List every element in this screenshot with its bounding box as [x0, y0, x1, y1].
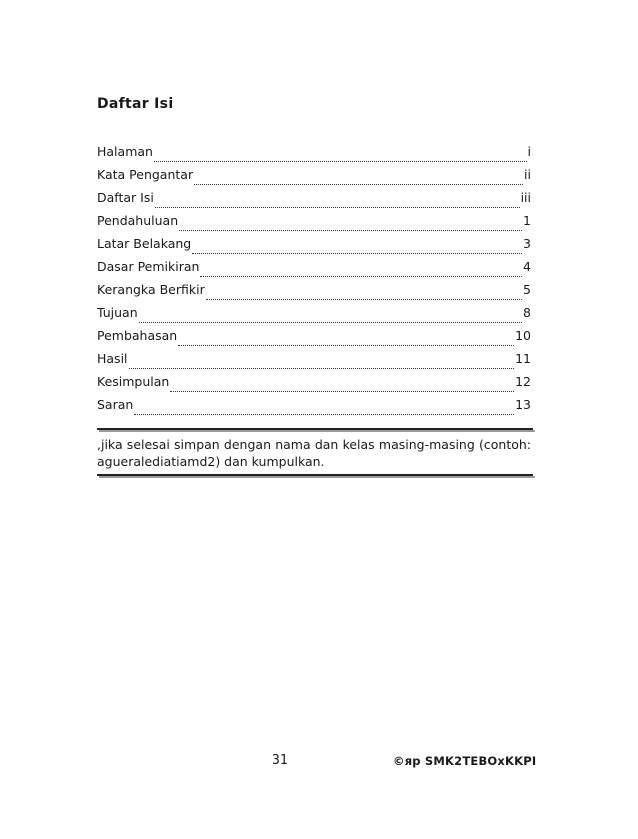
toc-entry	[97, 259, 531, 282]
toc-dot-leader	[154, 160, 527, 162]
toc-entry-page: ii	[524, 167, 531, 182]
toc-dot-leader	[155, 206, 520, 208]
page-number: 31	[272, 753, 288, 768]
toc-entry-page: 5	[523, 282, 531, 297]
toc-entry-page: 1	[523, 213, 531, 228]
toc-entry-label: Dasar Pemikiran	[97, 259, 200, 274]
toc-entry-label: Hasil	[97, 351, 128, 366]
toc-dot-leader	[178, 344, 514, 346]
toc-entry-label: Saran	[97, 397, 134, 412]
note-top-rule	[97, 428, 533, 430]
toc-entry-page: 8	[523, 305, 531, 320]
toc-dot-leader	[179, 229, 522, 231]
page-title: Daftar Isi	[97, 96, 174, 112]
toc-dot-leader	[139, 321, 522, 323]
table-of-contents	[97, 144, 531, 420]
toc-entry	[97, 213, 531, 236]
footer-copyright: ©яр SMK2TEBOxKKPI	[393, 754, 537, 768]
toc-entry	[97, 190, 531, 213]
toc-entry-label: Daftar Isi	[97, 190, 154, 205]
toc-entry	[97, 328, 531, 351]
note-text: ,jika selesai simpan dengan nama dan kelas masing-masing (contoh: agueralediatiamd2) dan kumpulkan.	[97, 437, 531, 469]
toc-dot-leader	[200, 275, 522, 277]
toc-dot-leader	[129, 367, 515, 369]
toc-entry-label: Pendahuluan	[97, 213, 179, 228]
toc-dot-leader	[194, 183, 523, 185]
toc-entry-page: i	[527, 144, 531, 159]
toc-entry	[97, 351, 531, 374]
toc-entry-label: Pembahasan	[97, 328, 178, 343]
toc-entry-label: Latar Belakang	[97, 236, 192, 251]
toc-entry-label: Kerangka Berfikir	[97, 282, 205, 297]
toc-dot-leader	[134, 413, 514, 415]
toc-entry	[97, 167, 531, 190]
toc-entry	[97, 374, 531, 397]
toc-entry	[97, 236, 531, 259]
toc-entry	[97, 144, 531, 167]
toc-entry-page: iii	[520, 190, 531, 205]
toc-entry-label: Tujuan	[97, 305, 138, 320]
toc-entry-label: Kata Pengantar	[97, 167, 194, 182]
note-bottom-rule	[97, 474, 533, 476]
toc-entry	[97, 282, 531, 305]
toc-dot-leader	[170, 390, 514, 392]
toc-entry	[97, 397, 531, 420]
toc-entry-label: Halaman	[97, 144, 153, 159]
toc-entry-page: 13	[515, 397, 531, 412]
instruction-note	[97, 428, 533, 476]
toc-entry-page: 3	[523, 236, 531, 251]
toc-dot-leader	[192, 252, 522, 254]
toc-entry-page: 4	[523, 259, 531, 274]
toc-dot-leader	[206, 298, 522, 300]
toc-entry-page: 10	[515, 328, 531, 343]
toc-entry-label: Kesimpulan	[97, 374, 170, 389]
toc-entry-page: 12	[515, 374, 531, 389]
toc-entry	[97, 305, 531, 328]
toc-entry-page: 11	[515, 351, 531, 366]
